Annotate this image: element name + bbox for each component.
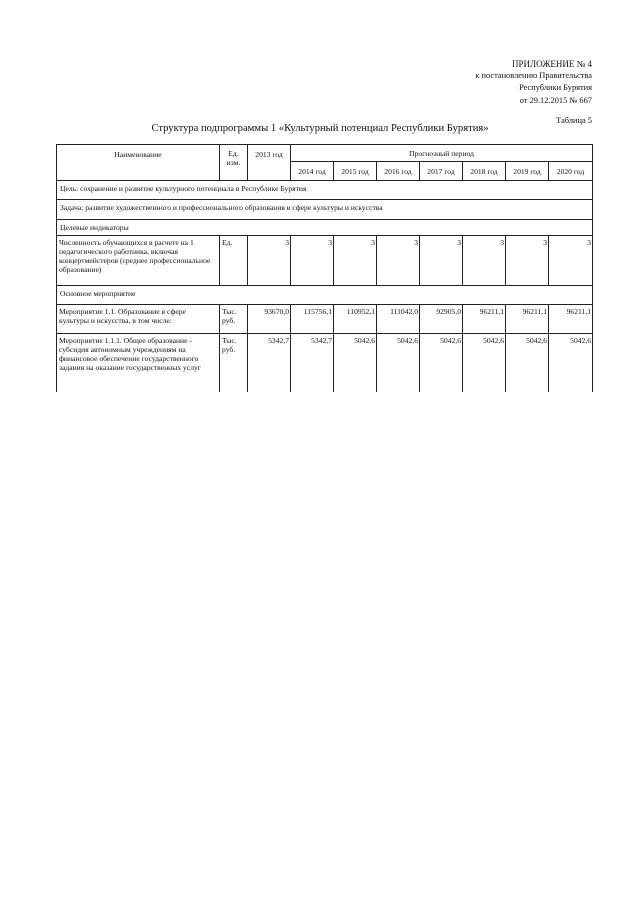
- task-row: [57, 200, 593, 220]
- indicators-row: [57, 220, 593, 236]
- table-header-row: [57, 145, 593, 162]
- table-row: [57, 305, 593, 334]
- row-unit: Тыс. руб.: [220, 334, 248, 392]
- row-value: 96211,1: [549, 305, 593, 334]
- appendix-block: [475, 58, 592, 107]
- row-value: 92905,0: [420, 305, 463, 334]
- subprogram-structure-table: [56, 144, 593, 392]
- header-year: 2014 год: [291, 162, 334, 181]
- header-2013: 2013 год: [248, 145, 291, 181]
- table-row: [57, 236, 593, 286]
- row-value: 111042,0: [377, 305, 420, 334]
- goal-text: Цель: сохранение и развитие культурного потенциала в Республике Бурятия: [57, 181, 593, 200]
- header-name: Наименование: [57, 145, 220, 181]
- main-event-row: [57, 286, 593, 305]
- table-row: [57, 334, 593, 392]
- header-forecast: Прогнозный период: [291, 145, 593, 162]
- row-name: Мероприятие 1.1.1. Общее образование - субсидия автономным учреждениям на финансовое обеспечение государственного задания на оказание государственных услуг: [57, 334, 220, 392]
- row-value: 5042,6: [463, 334, 506, 392]
- row-value: 5042,6: [506, 334, 549, 392]
- table-number: Таблица 5: [556, 116, 592, 125]
- indicators-text: Целевые индикаторы: [57, 220, 593, 236]
- row-value: 110952,1: [334, 305, 377, 334]
- row-value: 3: [463, 236, 506, 286]
- header-year: 2020 год: [549, 162, 593, 181]
- appendix-line: Республики Бурятия: [519, 83, 592, 93]
- row-value: 5042,6: [334, 334, 377, 392]
- row-value: 115756,1: [291, 305, 334, 334]
- row-value: 3: [291, 236, 334, 286]
- row-value: 3: [420, 236, 463, 286]
- row-value: 5042,6: [549, 334, 593, 392]
- row-value: 3: [334, 236, 377, 286]
- row-value: 3: [248, 236, 291, 286]
- header-year: 2016 год: [377, 162, 420, 181]
- row-value: 5042,6: [377, 334, 420, 392]
- row-value: 96211,1: [463, 305, 506, 334]
- header-year: 2015 год: [334, 162, 377, 181]
- appendix-date: от 29.12.2015 № 667: [519, 95, 592, 105]
- row-value: 5342,7: [248, 334, 291, 392]
- row-value: 96211,1: [506, 305, 549, 334]
- header-unit: Ед. изм.: [220, 145, 248, 181]
- header-year: 2019 год: [506, 162, 549, 181]
- main-event-text: Основное мероприятие: [57, 286, 593, 305]
- row-unit: Тыс. руб.: [220, 305, 248, 334]
- task-text: Задача: развитие художественного и профессионального образования в сфере культуры и искусства: [57, 200, 593, 220]
- row-value: 3: [549, 236, 593, 286]
- row-value: 93670,0: [248, 305, 291, 334]
- header-year: 2018 год: [463, 162, 506, 181]
- row-value: 5042,6: [420, 334, 463, 392]
- goal-row: [57, 181, 593, 200]
- row-value: 5342,7: [291, 334, 334, 392]
- row-name: Мероприятие 1.1. Образование в сфере культуры и искусства, в том числе:: [57, 305, 220, 334]
- row-value: 3: [506, 236, 549, 286]
- document-title: Структура подпрограммы 1 «Культурный потенциал Республики Бурятия»: [151, 123, 489, 134]
- row-unit: Ед.: [220, 236, 248, 286]
- row-name: Численность обучающихся в расчете на 1 педагогического работника, включая концертмейстеров (среднее профессиональное образование): [57, 236, 220, 286]
- header-year: 2017 год: [420, 162, 463, 181]
- row-value: 3: [377, 236, 420, 286]
- appendix-line: к постановлению Правительства: [475, 71, 592, 81]
- appendix-title: ПРИЛОЖЕНИЕ № 4: [511, 59, 592, 69]
